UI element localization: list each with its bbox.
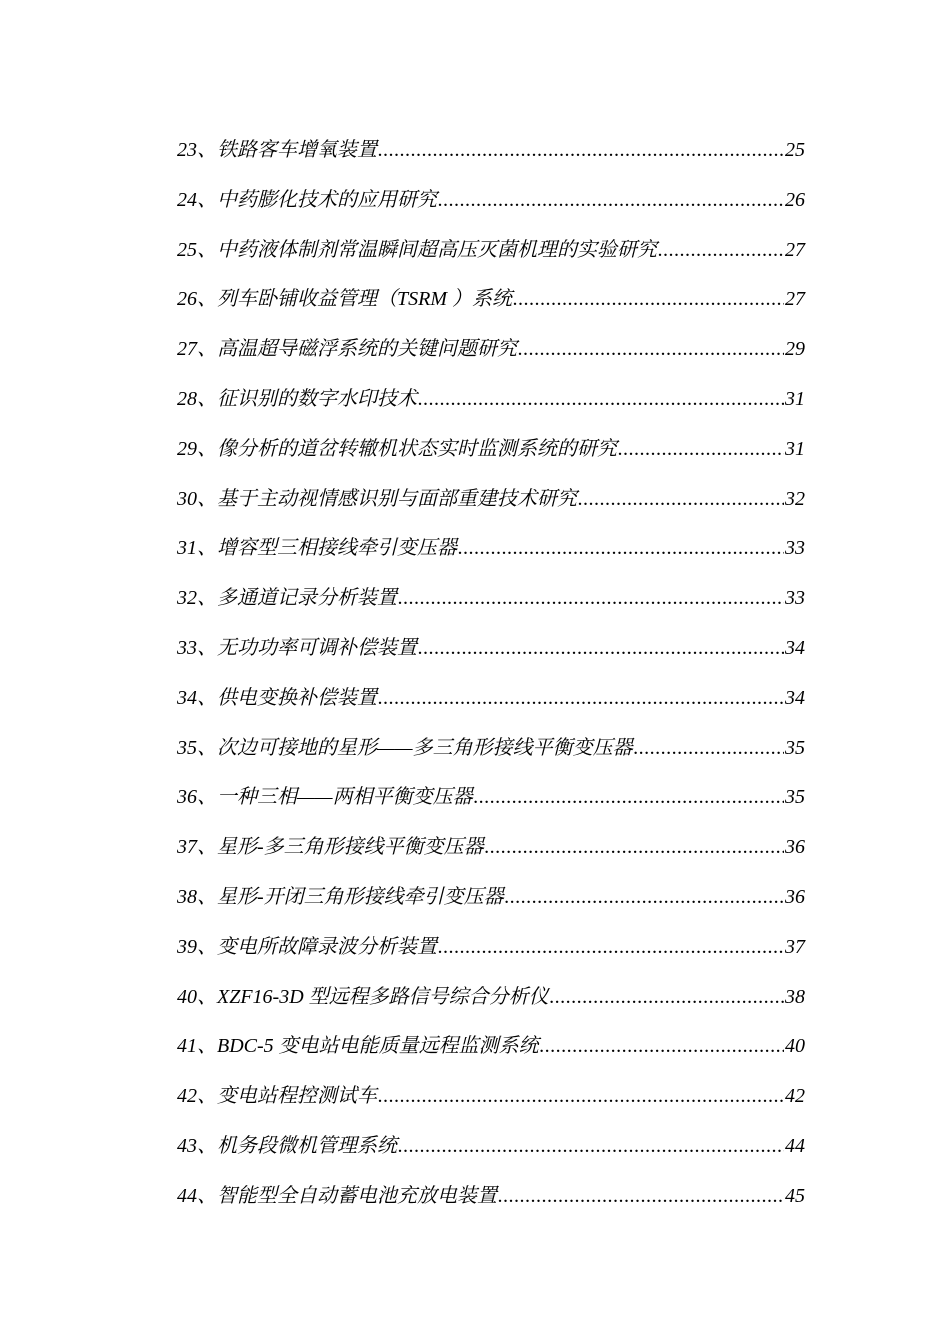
- toc-entry-number: 43、: [177, 1134, 217, 1157]
- toc-entry-page: 36: [785, 836, 805, 859]
- toc-entry-number: 37、: [177, 836, 217, 859]
- dot-leader: [634, 724, 784, 774]
- toc-entry-page: 45: [785, 1184, 805, 1207]
- dot-leader: [398, 1122, 784, 1172]
- toc-entry-number: 28、: [177, 387, 217, 410]
- toc-entry-page: 31: [785, 387, 805, 410]
- toc-entry-number: 36、: [177, 786, 217, 809]
- toc-entry-title: 基于主动视情感识别与面部重建技术研究: [217, 487, 577, 510]
- toc-entry-number: 23、: [177, 139, 217, 161]
- dot-leader: [498, 1172, 784, 1222]
- toc-entry-title: 一种三相——两相平衡变压器: [217, 786, 473, 809]
- toc-entry-title: 铁路客车增氧装置: [217, 139, 377, 161]
- toc-entry-page: 26: [785, 188, 805, 211]
- toc-entry-page: 34: [785, 686, 805, 709]
- toc-entry-number: 33、: [177, 636, 217, 659]
- toc-entry-page: 34: [785, 636, 805, 659]
- toc-entry-title: 像分析的道岔转辙机状态实时监测系统的研究: [217, 437, 617, 460]
- toc-entry-number: 31、: [177, 537, 217, 560]
- toc-entry-title: 智能型全自动蓄电池充放电装置: [217, 1184, 497, 1207]
- dot-leader: [550, 973, 784, 1023]
- toc-entry[interactable]: [177, 674, 805, 724]
- toc-entry-title: 中药液体制剂常温瞬间超高压灭菌机理的实验研究: [217, 238, 657, 261]
- toc-entry-number: 35、: [177, 736, 217, 759]
- toc-entry-title: XZF16-3D 型远程多路信号综合分析仪: [217, 985, 549, 1008]
- toc-entry-number: 39、: [177, 935, 217, 958]
- table-of-contents: [177, 126, 805, 1222]
- dot-leader: [474, 773, 784, 823]
- dot-leader: [485, 823, 784, 873]
- toc-entry[interactable]: [177, 126, 805, 176]
- dot-leader: [518, 325, 784, 375]
- toc-entry-number: 44、: [177, 1184, 217, 1207]
- toc-entry-page: 38: [785, 985, 805, 1008]
- toc-entry[interactable]: [177, 226, 805, 276]
- toc-entry-title: 多通道记录分析装置: [217, 587, 397, 610]
- toc-entry[interactable]: [177, 425, 805, 475]
- toc-entry[interactable]: [177, 176, 805, 226]
- toc-entry-number: 38、: [177, 885, 217, 908]
- toc-entry-number: 27、: [177, 338, 217, 361]
- toc-entry-number: 24、: [177, 188, 217, 211]
- dot-leader: [378, 1072, 784, 1122]
- toc-entry[interactable]: [177, 973, 805, 1023]
- toc-entry[interactable]: [177, 1122, 805, 1172]
- toc-entry-page: 42: [785, 1085, 805, 1108]
- toc-entry[interactable]: [177, 475, 805, 525]
- toc-entry[interactable]: [177, 524, 805, 574]
- toc-entry-title: 次边可接地的星形——多三角形接线平衡变压器: [217, 736, 633, 759]
- toc-entry-title: 增容型三相接线牵引变压器: [217, 537, 457, 560]
- toc-entry-title: 列车卧铺收益管理（TSRM ）系统: [217, 288, 512, 311]
- toc-entry[interactable]: [177, 1072, 805, 1122]
- toc-entry-number: 25、: [177, 238, 217, 261]
- toc-entry-page: 36: [785, 885, 805, 908]
- toc-entry-title: 无功功率可调补偿装置: [217, 636, 417, 659]
- dot-leader: [618, 425, 784, 475]
- dot-leader: [438, 923, 784, 973]
- toc-entry[interactable]: [177, 624, 805, 674]
- toc-entry-number: 41、: [177, 1035, 217, 1058]
- toc-entry-title: 机务段微机管理系统: [217, 1134, 397, 1157]
- dot-leader: [418, 375, 784, 425]
- dot-leader: [378, 674, 784, 724]
- toc-entry-page: 33: [785, 537, 805, 560]
- toc-entry-number: 30、: [177, 487, 217, 510]
- dot-leader: [578, 475, 784, 525]
- toc-entry-number: 26、: [177, 288, 217, 311]
- toc-entry-title: 星形-开闭三角形接线牵引变压器: [217, 885, 504, 908]
- toc-entry-page: 37: [785, 935, 805, 958]
- toc-entry-page: 27: [785, 288, 805, 311]
- toc-entry-page: 27: [785, 238, 805, 261]
- toc-entry-title: 征识别的数字水印技术: [217, 387, 417, 410]
- toc-entry-page: 35: [785, 786, 805, 809]
- toc-entry[interactable]: [177, 275, 805, 325]
- dot-leader: [658, 226, 784, 276]
- toc-entry-page: 32: [785, 487, 805, 510]
- toc-entry-title: 高温超导磁浮系统的关键问题研究: [217, 338, 517, 361]
- toc-entry-title: 变电所故障录波分析装置: [217, 935, 437, 958]
- toc-entry-number: 29、: [177, 437, 217, 460]
- toc-entry-page: 44: [785, 1134, 805, 1157]
- toc-entry[interactable]: [177, 724, 805, 774]
- toc-entry[interactable]: [177, 823, 805, 873]
- dot-leader: [418, 624, 784, 674]
- toc-entry[interactable]: [177, 1172, 805, 1222]
- toc-entry-page: 25: [785, 139, 805, 161]
- toc-entry-page: 31: [785, 437, 805, 460]
- toc-entry-page: 40: [785, 1035, 805, 1058]
- toc-entry-title: 中药膨化技术的应用研究: [217, 188, 437, 211]
- dot-leader: [505, 873, 784, 923]
- toc-entry-title: 供电变换补偿装置: [217, 686, 377, 709]
- toc-entry-title: 星形-多三角形接线平衡变压器: [217, 836, 484, 859]
- toc-entry[interactable]: [177, 375, 805, 425]
- toc-entry[interactable]: [177, 773, 805, 823]
- toc-entry[interactable]: [177, 923, 805, 973]
- dot-leader: [458, 524, 784, 574]
- toc-entry[interactable]: [177, 325, 805, 375]
- toc-entry[interactable]: [177, 873, 805, 923]
- toc-entry[interactable]: [177, 574, 805, 624]
- dot-leader: [438, 176, 784, 226]
- toc-entry-title: 变电站程控测试车: [217, 1085, 377, 1108]
- toc-entry-number: 40、: [177, 985, 217, 1008]
- dot-leader: [540, 1022, 784, 1072]
- toc-entry-number: 34、: [177, 686, 217, 709]
- toc-entry-page: 29: [785, 338, 805, 361]
- toc-entry-number: 32、: [177, 587, 217, 610]
- dot-leader: [378, 126, 784, 176]
- toc-entry-number: 42、: [177, 1085, 217, 1108]
- toc-entry-page: 33: [785, 587, 805, 610]
- dot-leader: [398, 574, 784, 624]
- toc-entry-title: BDC-5 变电站电能质量远程监测系统: [217, 1035, 539, 1058]
- toc-entry-page: 35: [785, 736, 805, 759]
- dot-leader: [513, 275, 784, 325]
- toc-entry[interactable]: [177, 1022, 805, 1072]
